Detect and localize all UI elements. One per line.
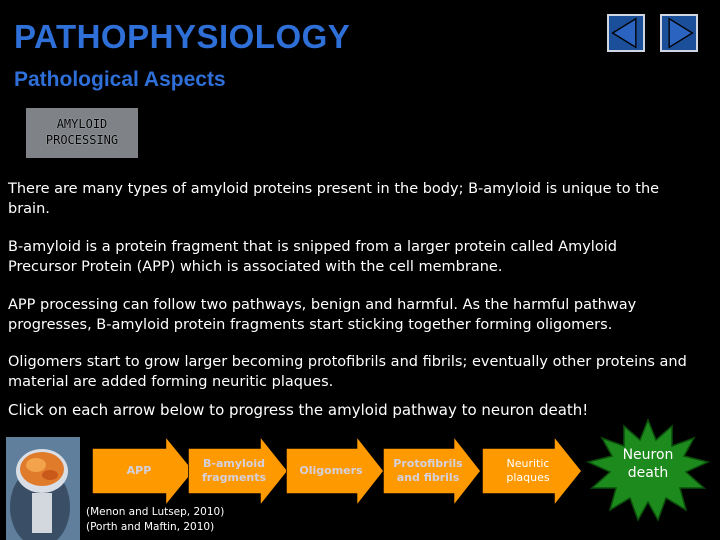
arrow-label	[496, 436, 560, 506]
citation-menon: (Menon and Lutsep, 2010)	[86, 506, 225, 518]
arrow-label-line-2: plaques	[506, 471, 550, 484]
citations	[86, 505, 224, 535]
triangle-right-icon	[662, 16, 696, 50]
neuron-death-label	[586, 446, 710, 482]
arrow-label-line-1: Protofibrils	[393, 457, 463, 470]
neuron-death-line-2: death	[627, 465, 669, 481]
paragraph-app-processing: APP processing can follow two pathways, benign and harmful. As the harmful pathway progresses, Β-amyloid protein fragments start sticking together forming oligomers.	[8, 297, 637, 333]
arrow-label-line-2: fragments	[201, 471, 267, 484]
amyloid-processing-badge	[26, 108, 138, 158]
previous-slide-button[interactable]	[607, 14, 645, 52]
brain-scan-image	[6, 437, 80, 540]
badge-line-1: AMYLOID	[56, 117, 108, 131]
arrow-label	[393, 436, 463, 506]
badge-line-2: PROCESSING	[45, 133, 119, 147]
paragraph-beta-amyloid: Β-amyloid is a protein fragment that is snipped from a larger protein called Amyloid Precursor Protein (APP) which is associated with the cell membrane.	[8, 239, 617, 275]
next-slide-button[interactable]	[660, 14, 698, 52]
pathway-arrow-beta-amyloid[interactable]	[188, 436, 288, 506]
paragraph-oligomers: Oligomers start to grow larger becoming protofibrils and fibrils; eventually other proteins and material are added forming neuritic plaques.	[8, 354, 687, 390]
arrow-label	[300, 436, 362, 506]
page-title: PATHOPHYSIOLOGY	[14, 18, 351, 55]
pathway-arrow-neuritic-plaques[interactable]	[482, 436, 582, 506]
pathway-arrow-oligomers[interactable]	[286, 436, 384, 506]
citation-porth: (Porth and Maftin, 2010)	[86, 521, 215, 533]
triangle-left-icon	[609, 16, 643, 50]
arrow-label-line-1: Neuritic	[506, 457, 550, 470]
arrow-label	[106, 436, 172, 506]
arrow-label-line-1: Oligomers	[299, 464, 363, 477]
neuron-death-burst[interactable]	[586, 418, 710, 522]
arrow-label	[202, 436, 266, 506]
neuron-death-line-1: Neuron	[622, 447, 674, 463]
arrow-label-line-1: Β-amyloid	[203, 457, 265, 470]
paragraph-amyloid-types: There are many types of amyloid proteins present in the body; Β-amyloid is unique to the brain.	[8, 181, 660, 217]
instruction-text: Click on each arrow below to progress the amyloid pathway to neuron death!	[8, 401, 589, 419]
arrow-label-line-1: APP	[126, 464, 152, 477]
page-subtitle: Pathological Aspects	[14, 68, 226, 91]
arrow-label-line-2: and fibrils	[396, 471, 460, 484]
pathway-arrow-protofibrils[interactable]	[383, 436, 481, 506]
pathway-arrow-app[interactable]	[92, 436, 194, 506]
